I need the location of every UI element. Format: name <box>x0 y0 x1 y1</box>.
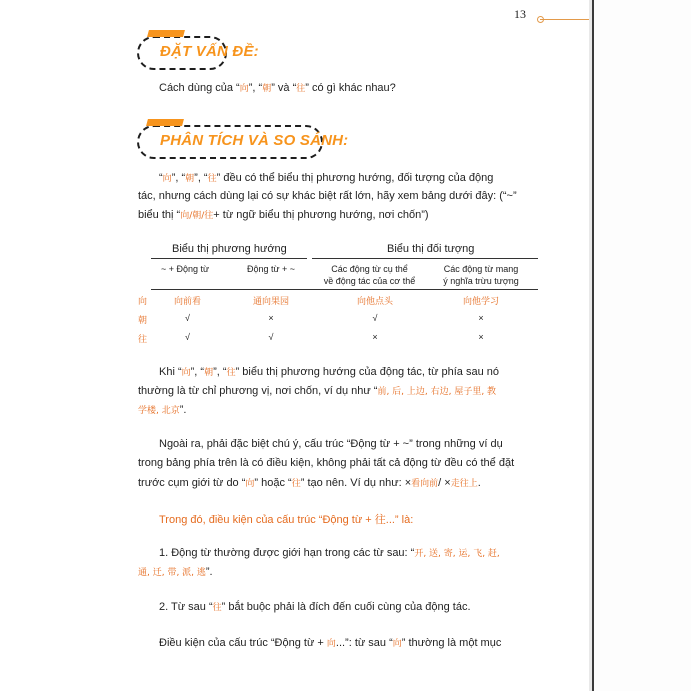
para2-line-3: trước cụm giới từ do “向” hoặc “往” tạo nên. Ví dụ như: ×看向前/ ×走往上. <box>138 477 481 489</box>
para1-line-1: Khi “向”, “朝”, “往” biểu thị phương hướng của động tác, từ phía sau nó <box>159 366 499 378</box>
table-cell: √ <box>372 313 378 323</box>
page-margin <box>594 0 691 691</box>
para1-line-2: thường là từ chỉ phương vị, nơi chốn, ví dụ như “前, 后, 上边, 右边, 屋子里, 教 <box>138 385 497 397</box>
intro-line-3: biểu thị “向/朝/往+ từ ngữ biểu thị phương hướng, nơi chốn”) <box>138 209 429 221</box>
table-sub-4: Các động từ mang ý nghĩa trừu tượng <box>443 264 519 286</box>
page-number: 13 <box>514 7 526 21</box>
para4-line-1: 1. Động từ thường được giới hạn trong các từ sau: “开, 送, 寄, 运, 飞, 赶, <box>159 547 500 559</box>
heading-phan-tich: PHÂN TÍCH VÀ SO SÁNH: <box>160 132 349 149</box>
table-group-object: Biểu thị đối tượng <box>387 243 475 255</box>
table-sub-3: Các động từ cụ thể về động tác của cơ thể <box>323 264 416 286</box>
para2-line-2: trong bảng phía trên là có điều kiện, không phải tất cả động từ đều có thể đặt <box>138 457 515 469</box>
table-sub-1: ~ + Động từ <box>160 264 210 274</box>
heading-tag-bar <box>147 30 185 37</box>
table-row-label: 往 <box>138 335 148 345</box>
table-cell: × <box>268 313 274 323</box>
table-cell: 通向果园 <box>252 297 289 307</box>
para5-line: 2. Từ sau “往” bắt buộc phải là đích đến cuối cùng của động tác. <box>159 601 471 613</box>
table-cell: √ <box>268 332 274 342</box>
table-cell: 向他学习 <box>462 297 499 307</box>
table-cell: × <box>372 332 378 342</box>
question-line: Cách dùng của “向”, “朝” và “往” có gì khác nhau? <box>159 82 396 94</box>
table-sub-2: Động từ + ~ <box>246 264 296 274</box>
para1-line-3: 学楼, 北京”. <box>138 404 187 416</box>
table-cell: × <box>478 332 484 342</box>
intro-line-1: “向”, “朝”, “往” đều có thể biểu thị phương hướng, đối tượng của động <box>159 172 494 184</box>
table-cell: 向他点头 <box>356 297 393 307</box>
table-row-label: 朝 <box>138 316 148 326</box>
table-cell: √ <box>185 332 190 342</box>
para6-line: Điều kiện của cấu trúc “Động từ + 向...”: từ sau “向” thường là một mục <box>159 637 502 649</box>
table-cell: √ <box>185 313 190 323</box>
para2-line-1: Ngoài ra, phải đặc biệt chú ý, cấu trúc “Động từ + ~” trong những ví dụ <box>159 438 503 450</box>
intro-line-2: tác, nhưng cách dùng lại có sự khác biệt rất lớn, hãy xem bảng dưới đây: (“~” <box>138 190 517 202</box>
heading-tag-bar-2 <box>146 119 184 126</box>
table-rule-bottom <box>151 289 538 290</box>
table-group-direction: Biểu thị phương hướng <box>172 243 287 255</box>
table-row-label: 向 <box>138 297 148 307</box>
heading-dat-van-de: ĐẶT VẤN ĐỀ: <box>160 43 259 60</box>
table-cell: × <box>478 313 484 323</box>
table-rule-right <box>312 258 538 259</box>
table-cell: 向前看 <box>173 297 201 307</box>
table-rule-left <box>151 258 307 259</box>
page-number-rule <box>540 19 589 20</box>
para4-line-2: 通, 迁, 带, 派, 逃”. <box>138 566 213 578</box>
para3-condition-heading: Trong đó, điều kiện của cấu trúc “Động từ + 往...” là: <box>159 514 414 526</box>
